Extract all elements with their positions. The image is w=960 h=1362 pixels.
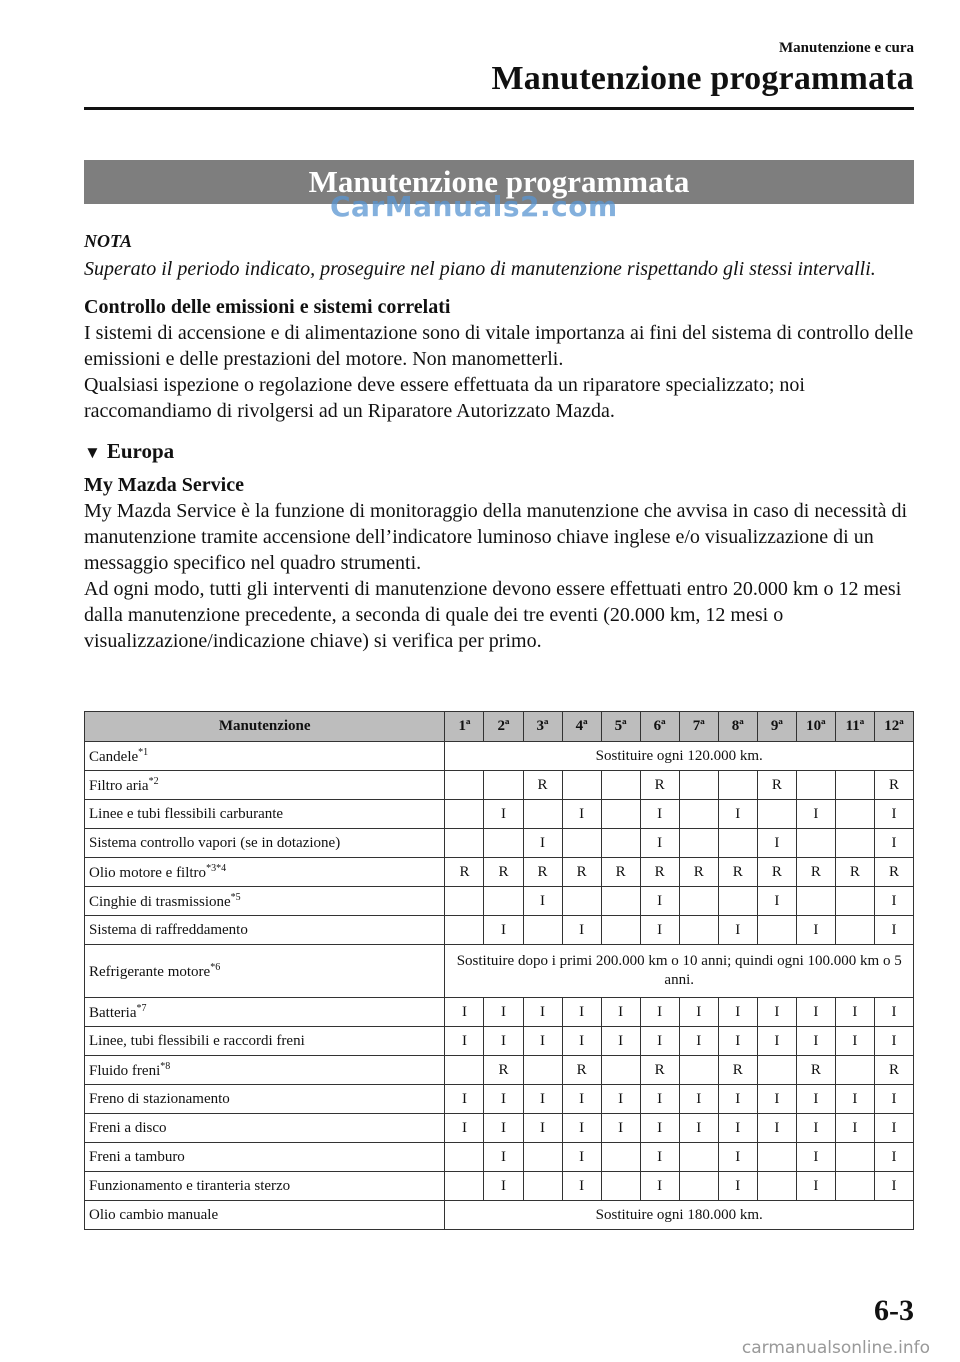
page-number: 6-3: [874, 1294, 914, 1327]
table-cell: R: [757, 858, 796, 887]
table-row: [85, 1085, 914, 1114]
table-cell: I: [601, 998, 640, 1027]
row-label-text: Freni a disco: [89, 1119, 167, 1136]
table-cell: R: [484, 858, 523, 887]
row-label: [85, 998, 445, 1027]
table-row: [85, 829, 914, 858]
table-cell: I: [796, 1085, 835, 1114]
table-cell: [523, 1056, 562, 1085]
table-cell: [757, 1172, 796, 1201]
table-row: [85, 1114, 914, 1143]
table-cell: R: [484, 1056, 523, 1085]
table-cell: [796, 771, 835, 800]
table-cell: I: [718, 916, 757, 945]
table-row: [85, 1027, 914, 1056]
table-row: [85, 1143, 914, 1172]
table-cell: I: [640, 800, 679, 829]
table-cell: [718, 829, 757, 858]
table-cell: I: [718, 998, 757, 1027]
table-cell: [484, 887, 523, 916]
row-label-text: Olio cambio manuale: [89, 1206, 219, 1223]
table-cell: I: [640, 998, 679, 1027]
emissions-title: Controllo delle emissioni e sistemi correlati: [84, 296, 451, 318]
table-cell: [679, 829, 718, 858]
table-cell: [679, 1172, 718, 1201]
table-cell: [835, 800, 874, 829]
table-cell: I: [640, 1114, 679, 1143]
nota-text: Superato il periodo indicato, proseguire nel piano di manutenzione rispettando gli stessi intervalli.: [84, 258, 876, 280]
table-row: [85, 1172, 914, 1201]
table-cell: I: [874, 916, 913, 945]
table-cell: I: [679, 1027, 718, 1056]
table-cell: [757, 800, 796, 829]
table-cell: I: [679, 1114, 718, 1143]
row-span-note: Sostituire ogni 180.000 km.: [445, 1201, 914, 1230]
table-cell: R: [562, 858, 601, 887]
row-label-text: Olio motore e filtro: [89, 864, 207, 881]
europe-title: Europa: [106, 439, 175, 463]
table-cell: I: [640, 1027, 679, 1056]
table-cell: I: [484, 1027, 523, 1056]
row-label-text: Freno di stazionamento: [89, 1090, 230, 1107]
table-cell: [601, 829, 640, 858]
table-cell: [835, 829, 874, 858]
table-cell: [523, 800, 562, 829]
table-cell: [601, 916, 640, 945]
table-cell: I: [679, 998, 718, 1027]
table-cell: [757, 1056, 796, 1085]
footnote-marker: *1: [138, 746, 149, 758]
table-cell: I: [757, 1114, 796, 1143]
table-header-interval: 8ª: [718, 712, 757, 742]
table-cell: R: [874, 1056, 913, 1085]
footnote-marker: *6: [210, 961, 221, 973]
table-header-interval: 11ª: [835, 712, 874, 742]
table-cell: I: [523, 1085, 562, 1114]
table-cell: R: [679, 858, 718, 887]
table-cell: I: [484, 1085, 523, 1114]
table-cell: R: [757, 771, 796, 800]
table-cell: I: [835, 998, 874, 1027]
table-cell: [718, 887, 757, 916]
table-cell: I: [796, 1143, 835, 1172]
table-cell: R: [445, 858, 484, 887]
table-cell: I: [874, 800, 913, 829]
table-cell: I: [718, 1027, 757, 1056]
table-cell: I: [484, 916, 523, 945]
row-label: [85, 858, 445, 887]
table-row: [85, 800, 914, 829]
table-cell: I: [640, 887, 679, 916]
table-cell: R: [640, 771, 679, 800]
row-label-text: Cinghie di trasmissione: [89, 893, 231, 910]
table-cell: [796, 829, 835, 858]
table-cell: R: [874, 771, 913, 800]
table-cell: I: [523, 887, 562, 916]
row-label: [85, 829, 445, 858]
table-cell: [562, 829, 601, 858]
table-row: [85, 945, 914, 998]
table-cell: R: [562, 1056, 601, 1085]
main-content: [84, 228, 914, 654]
table-cell: I: [640, 916, 679, 945]
table-row: [85, 887, 914, 916]
table-cell: R: [640, 858, 679, 887]
row-label-text: Sistema controllo vapori (se in dotazione): [89, 834, 341, 851]
row-label: [85, 771, 445, 800]
table-cell: I: [484, 1114, 523, 1143]
table-cell: I: [562, 1143, 601, 1172]
table-cell: R: [523, 771, 562, 800]
table-cell: I: [601, 1027, 640, 1056]
table-cell: I: [523, 1114, 562, 1143]
table-cell: [679, 771, 718, 800]
table-header-interval: 1ª: [445, 712, 484, 742]
table-cell: R: [718, 1056, 757, 1085]
table-cell: [445, 829, 484, 858]
row-label: [85, 887, 445, 916]
table-cell: [601, 1143, 640, 1172]
table-cell: I: [523, 1027, 562, 1056]
table-cell: I: [835, 1027, 874, 1056]
table-cell: [679, 1143, 718, 1172]
table-cell: [835, 1143, 874, 1172]
footnote-marker: *3*4: [206, 862, 227, 874]
table-row: [85, 998, 914, 1027]
table-cell: [679, 887, 718, 916]
row-label: [85, 1172, 445, 1201]
footer-watermark: carmanualsonline.info: [741, 1338, 930, 1358]
table-cell: [835, 916, 874, 945]
table-cell: I: [523, 998, 562, 1027]
row-label-text: Refrigerante motore: [89, 963, 211, 980]
table-header-interval: 7ª: [679, 712, 718, 742]
table-cell: I: [757, 887, 796, 916]
header-rule: [84, 107, 914, 110]
row-label: [85, 1143, 445, 1172]
table-cell: [835, 1056, 874, 1085]
table-cell: I: [796, 998, 835, 1027]
table-cell: [718, 771, 757, 800]
row-label: [85, 945, 445, 998]
table-cell: I: [757, 1085, 796, 1114]
emissions-paragraph-1: I sistemi di accensione e di alimentazione sono di vitale importanza ai fini del sistema di controllo delle emissioni e delle prestazioni del motore. Non manometterli.: [84, 322, 914, 370]
row-label: [85, 1085, 445, 1114]
table-cell: I: [601, 1085, 640, 1114]
table-cell: [757, 1143, 796, 1172]
table-cell: I: [562, 1027, 601, 1056]
table-cell: [484, 771, 523, 800]
table-cell: [445, 887, 484, 916]
row-span-note: Sostituire ogni 120.000 km.: [445, 742, 914, 771]
table-cell: I: [640, 1143, 679, 1172]
table-cell: I: [718, 1114, 757, 1143]
footnote-marker: *5: [230, 891, 241, 903]
row-label: [85, 1056, 445, 1085]
table-cell: R: [835, 858, 874, 887]
table-cell: I: [835, 1085, 874, 1114]
table-cell: [523, 916, 562, 945]
maintenance-table: [84, 711, 914, 1230]
table-cell: I: [679, 1085, 718, 1114]
table-cell: I: [757, 829, 796, 858]
table-cell: I: [874, 829, 913, 858]
header-section: Manutenzione e cura: [779, 40, 914, 56]
emissions-paragraph-2: Qualsiasi ispezione o regolazione deve essere effettuata da un riparatore specializzato; noi raccomandiamo di rivolgersi ad un Riparatore Autorizzato Mazda.: [84, 374, 805, 422]
footnote-marker: *7: [136, 1002, 147, 1014]
table-cell: I: [445, 1085, 484, 1114]
table-cell: [601, 1172, 640, 1201]
table-cell: [601, 800, 640, 829]
table-cell: I: [796, 916, 835, 945]
my-mazda-service-title: My Mazda Service: [84, 474, 244, 496]
table-body: [85, 742, 914, 1230]
table-cell: I: [640, 1172, 679, 1201]
row-label: [85, 1114, 445, 1143]
row-label-text: Filtro aria: [89, 777, 149, 794]
row-label-text: Linee e tubi flessibili carburante: [89, 805, 284, 822]
row-label: [85, 742, 445, 771]
table-cell: I: [718, 1085, 757, 1114]
table-cell: [835, 887, 874, 916]
table-cell: I: [874, 1172, 913, 1201]
table-cell: R: [523, 858, 562, 887]
footnote-marker: *2: [148, 775, 159, 787]
table-cell: I: [757, 998, 796, 1027]
table-cell: I: [874, 998, 913, 1027]
table-cell: I: [835, 1114, 874, 1143]
table-header-interval: 5ª: [601, 712, 640, 742]
table-cell: [601, 1056, 640, 1085]
table-cell: I: [796, 1172, 835, 1201]
table-cell: R: [796, 858, 835, 887]
europe-paragraph-2: Ad ogni modo, tutti gli interventi di manutenzione devono essere effettuati entro 20.000 km o 12 mesi dalla manutenzione precedente, a seconda di quale dei tre eventi (20.000 km, 12 mesi o visualizzazione/indicazione chiave) si verifica per primo.: [84, 578, 902, 652]
table-cell: [562, 771, 601, 800]
table-header-row: [85, 712, 914, 742]
table-cell: I: [757, 1027, 796, 1056]
table-row: [85, 858, 914, 887]
table-header-interval: 12ª: [874, 712, 913, 742]
table-cell: [445, 771, 484, 800]
table-cell: [445, 1172, 484, 1201]
table-cell: I: [874, 1085, 913, 1114]
table-cell: [445, 1056, 484, 1085]
row-label: [85, 1027, 445, 1056]
table-cell: [601, 771, 640, 800]
table-row: [85, 771, 914, 800]
table-cell: I: [640, 1085, 679, 1114]
table-cell: [796, 887, 835, 916]
table-cell: I: [562, 1172, 601, 1201]
table-cell: I: [640, 829, 679, 858]
table-header-interval: 3ª: [523, 712, 562, 742]
row-label-text: Fluido freni: [89, 1062, 161, 1079]
table-header-interval: 4ª: [562, 712, 601, 742]
section-banner: Manutenzione programmata: [84, 160, 914, 204]
table-cell: [757, 916, 796, 945]
table-cell: [445, 916, 484, 945]
table-cell: R: [718, 858, 757, 887]
nota-title: NOTA: [84, 231, 133, 251]
table-cell: I: [484, 1172, 523, 1201]
table-cell: I: [718, 800, 757, 829]
table-cell: [835, 771, 874, 800]
row-label: [85, 916, 445, 945]
table-cell: I: [874, 1027, 913, 1056]
table-cell: I: [601, 1114, 640, 1143]
table-cell: [523, 1172, 562, 1201]
table-cell: I: [562, 1114, 601, 1143]
row-label-text: Batteria: [89, 1004, 137, 1021]
europe-heading: [84, 438, 914, 466]
footnote-marker: *8: [160, 1060, 171, 1072]
table-cell: [679, 800, 718, 829]
table-cell: I: [484, 1143, 523, 1172]
table-cell: I: [562, 916, 601, 945]
row-label-text: Funzionamento e tiranteria sterzo: [89, 1177, 291, 1194]
row-span-note: Sostituire dopo i primi 200.000 km o 10 anni; quindi ogni 100.000 km o 5 anni.: [445, 945, 914, 998]
table-header-interval: 9ª: [757, 712, 796, 742]
triangle-down-icon: ▼: [84, 443, 101, 462]
header-title: Manutenzione programmata: [491, 60, 914, 97]
row-label-text: Candele: [89, 748, 139, 765]
table-header-interval: 6ª: [640, 712, 679, 742]
table-cell: I: [874, 1114, 913, 1143]
table-cell: I: [874, 1143, 913, 1172]
table-cell: I: [562, 1085, 601, 1114]
table-row: [85, 1056, 914, 1085]
table-cell: [679, 1056, 718, 1085]
table-cell: I: [796, 800, 835, 829]
table-header-interval: 10ª: [796, 712, 835, 742]
table-row: [85, 1201, 914, 1230]
table-cell: [679, 916, 718, 945]
table-cell: I: [445, 998, 484, 1027]
table-cell: I: [562, 998, 601, 1027]
table-header-maintenance: Manutenzione: [85, 712, 445, 742]
table-cell: R: [874, 858, 913, 887]
table-cell: I: [874, 887, 913, 916]
table-cell: I: [484, 998, 523, 1027]
table-cell: R: [601, 858, 640, 887]
row-label-text: Freni a tamburo: [89, 1148, 185, 1165]
table-cell: [835, 1172, 874, 1201]
table-header-interval: 2ª: [484, 712, 523, 742]
table-cell: [601, 887, 640, 916]
table-cell: I: [445, 1027, 484, 1056]
table-cell: I: [718, 1143, 757, 1172]
table-row: [85, 916, 914, 945]
europe-paragraph-1: My Mazda Service è la funzione di monitoraggio della manutenzione che avvisa in caso di necessità di manutenzione tramite accensione dell’indicatore luminoso chiave inglese e/o visualizzazione di un messaggio specifico nel quadro strumenti.: [84, 500, 908, 574]
table-row: [85, 742, 914, 771]
table-cell: [445, 1143, 484, 1172]
row-label-text: Sistema di raffreddamento: [89, 921, 248, 938]
table-cell: I: [523, 829, 562, 858]
table-cell: I: [796, 1114, 835, 1143]
table-cell: [562, 887, 601, 916]
row-label: [85, 800, 445, 829]
table-cell: I: [562, 800, 601, 829]
table-cell: R: [640, 1056, 679, 1085]
table-cell: R: [796, 1056, 835, 1085]
table-cell: [484, 829, 523, 858]
watermark-logo: CarManuals2.com: [330, 190, 618, 223]
table-cell: I: [445, 1114, 484, 1143]
row-label: [85, 1201, 445, 1230]
table-cell: [523, 1143, 562, 1172]
table-cell: [445, 800, 484, 829]
table-cell: I: [796, 1027, 835, 1056]
row-label-text: Linee, tubi flessibili e raccordi freni: [89, 1032, 305, 1049]
table-cell: I: [718, 1172, 757, 1201]
table-cell: I: [484, 800, 523, 829]
